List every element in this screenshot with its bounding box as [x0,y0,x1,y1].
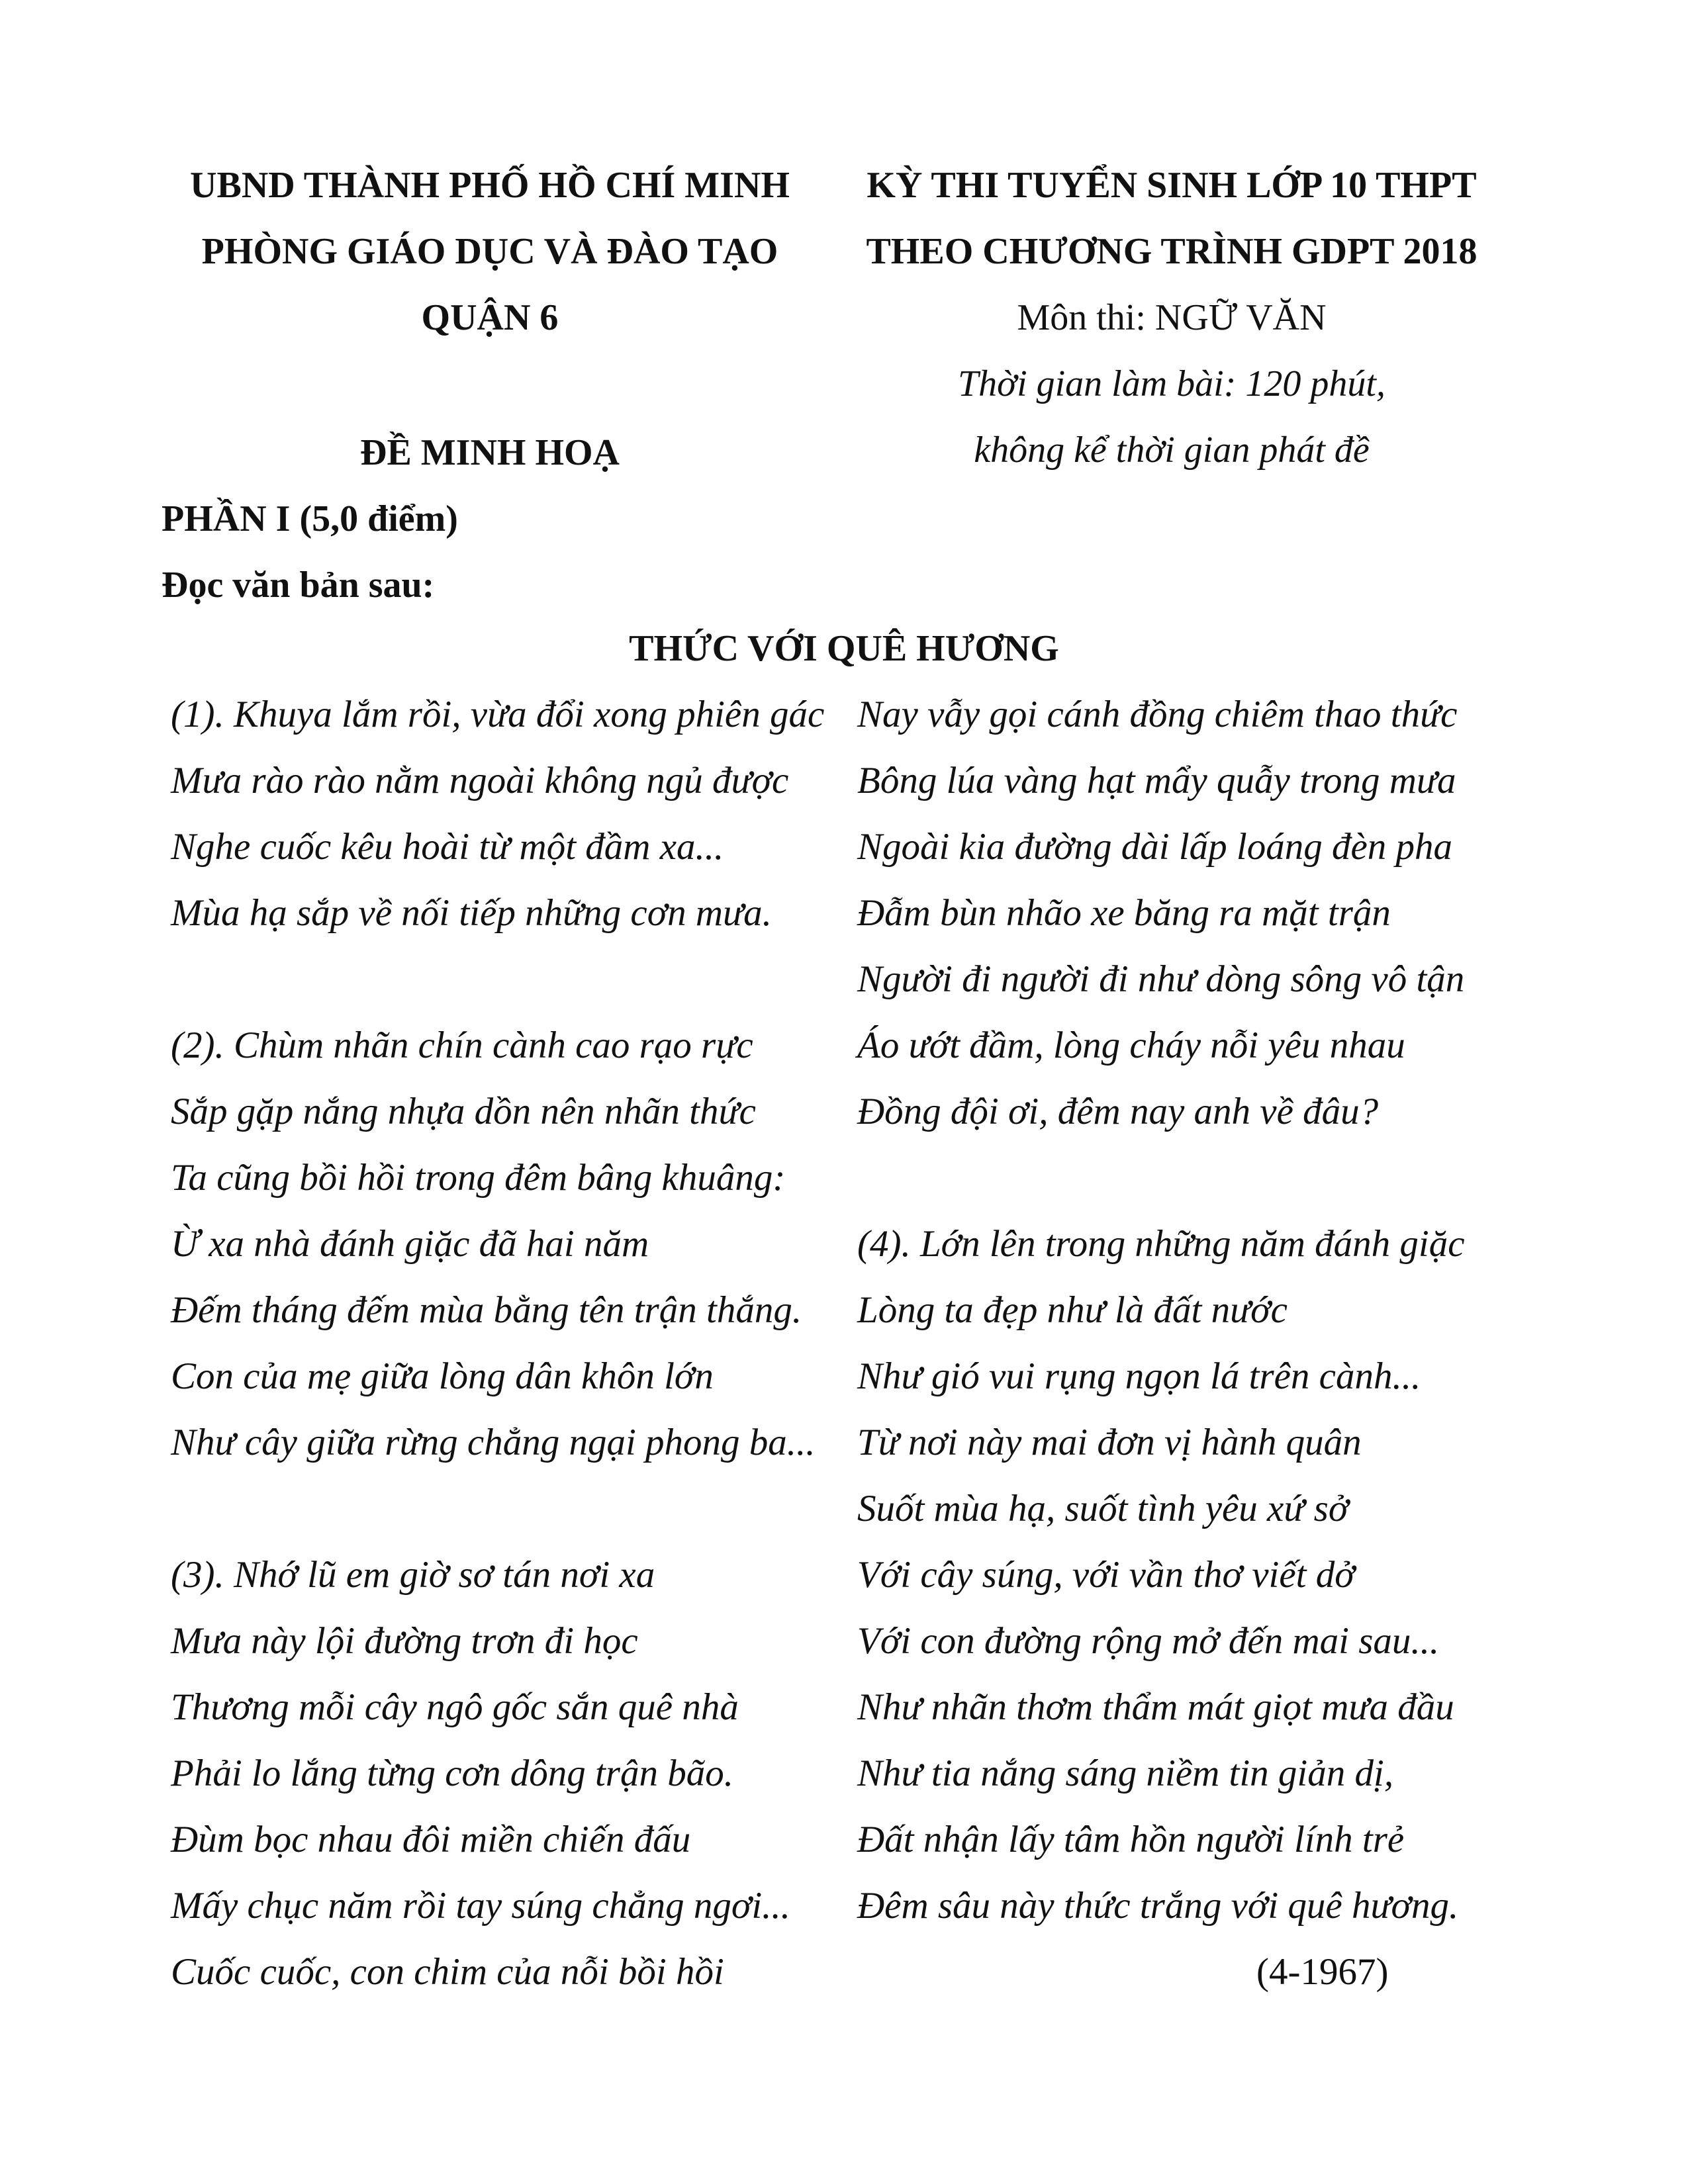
poem-line: (4). Lớn lên trong những năm đánh giặc [857,1223,1465,1265]
department-line-1: UBND THÀNH PHỐ HỒ CHÍ MINH [190,165,790,206]
poem-line: Đùm bọc nhau đôi miền chiến đấu [171,1819,691,1860]
poem-line: (3). Nhớ lũ em giờ sơ tán nơi xa [171,1554,655,1596]
header-right [808,152,1536,483]
exam-time: Thời gian làm bài: 120 phút, [958,363,1385,404]
poem-title: THỨC VỚI QUÊ HƯƠNG [629,628,1059,669]
section-heading: PHẦN I (5,0 điểm) [162,498,458,539]
poem-line: Mùa hạ sắp về nối tiếp những cơn mưa. [171,892,772,934]
exam-label: ĐỀ MINH HOẠ [360,432,620,473]
poem-line: Đồng đội ơi, đêm nay anh về đâu? [857,1091,1379,1132]
poem-line: Con của mẹ giữa lòng dân khôn lớn [171,1355,714,1397]
poem-line: Mấy chục năm rồi tay súng chẳng ngơi... [171,1885,790,1927]
poem-line: (2). Chùm nhãn chín cành cao rạo rực [171,1024,753,1066]
poem-line: Cuốc cuốc, con chim của nỗi bồi hồi [171,1951,724,1993]
poem-date: (4-1967) [1256,1951,1389,1993]
poem-stanza-gap [171,946,833,1013]
poem-line: Ừ xa nhà đánh giặc đã hai năm [171,1223,649,1265]
poem-line: Thương mỗi cây ngô gốc sắn quê nhà [171,1686,739,1728]
poem-line: Đất nhận lấy tâm hồn người lính trẻ [857,1819,1405,1860]
poem-left-column [171,682,833,2005]
department-line-3: QUẬN 6 [421,297,559,338]
poem-stanza-gap [171,1476,833,1542]
poem-line: Ngoài kia đường dài lấp loáng đèn pha [857,826,1453,868]
poem-line: Đêm sâu này thức trắng với quê hương. [857,1885,1459,1927]
exam-subject: Môn thi: NGỮ VĂN [1017,297,1327,338]
poem-line: Như nhãn thơm thẩm mát giọt mưa đầu [857,1686,1454,1728]
poem-right-column [857,682,1519,2005]
poem-line: Nghe cuốc kêu hoài từ một đầm xa... [171,826,724,868]
poem-line: Bông lúa vàng hạt mẩy quẫy trong mưa [857,760,1456,801]
poem-line: Như tia nắng sáng niềm tin giản dị, [857,1752,1394,1794]
poem-line: (1). Khuya lắm rồi, vừa đổi xong phiên gác [171,694,825,735]
header-left [136,152,844,351]
poem-line: Với con đường rộng mở đến mai sau... [857,1620,1440,1662]
exam-title-line-2: THEO CHƯƠNG TRÌNH GDPT 2018 [866,231,1477,272]
exam-time-note: không kể thời gian phát đề [974,430,1370,471]
exam-title-line-1: KỲ THI TUYỂN SINH LỚP 10 THPT [867,165,1477,206]
poem-line: Áo ướt đầm, lòng cháy nỗi yêu nhau [857,1024,1405,1066]
poem-line: Sắp gặp nắng nhựa dồn nên nhãn thức [171,1091,756,1132]
reading-instruction: Đọc văn bản sau: [162,565,435,606]
poem-line: Ta cũng bồi hồi trong đêm bâng khuâng: [171,1157,786,1199]
poem-line: Mưa này lội đường trơn đi học [171,1620,638,1662]
poem-line: Đếm tháng đếm mùa bằng tên trận thắng. [171,1289,802,1331]
poem-line: Như gió vui rụng ngọn lá trên cành... [857,1355,1421,1397]
poem-line: Phải lo lắng từng cơn dông trận bão. [171,1752,733,1794]
poem-line: Người đi người đi như dòng sông vô tận [857,958,1465,1000]
poem-line: Với cây súng, với vần thơ viết dở [857,1554,1355,1596]
poem-line: Từ nơi này mai đơn vị hành quân [857,1422,1362,1463]
poem-line: Như cây giữa rừng chẳng ngại phong ba... [171,1422,816,1463]
poem-stanza-gap [857,1145,1519,1211]
poem-line: Suốt mùa hạ, suốt tình yêu xứ sở [857,1488,1349,1529]
poem-line: Nay vẫy gọi cánh đồng chiêm thao thức [857,694,1458,735]
poem-line: Mưa rào rào nằm ngoài không ngủ được [171,760,789,801]
poem-line: Đẫm bùn nhão xe băng ra mặt trận [857,892,1391,934]
poem-line: Lòng ta đẹp như là đất nước [857,1289,1288,1331]
department-line-2: PHÒNG GIÁO DỤC VÀ ĐÀO TẠO [201,231,778,272]
